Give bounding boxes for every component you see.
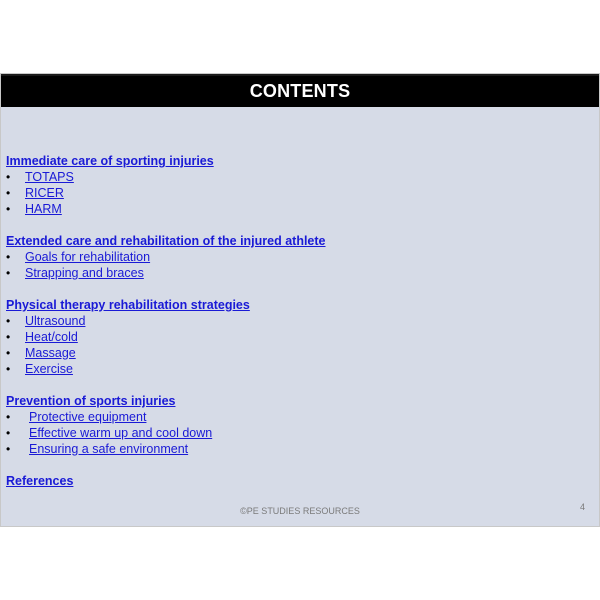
slide-title: CONTENTS xyxy=(249,81,351,101)
link-protective-equipment[interactable]: Protective equipment xyxy=(29,410,147,424)
list-item xyxy=(6,441,326,457)
section-heading-physical-therapy[interactable]: Physical therapy rehabilitation strategies xyxy=(6,298,250,312)
link-strapping-and-braces[interactable]: Strapping and braces xyxy=(25,266,144,280)
link-harm[interactable]: HARM xyxy=(25,202,62,216)
link-warm-up-cool-down[interactable]: Effective warm up and cool down xyxy=(29,426,213,440)
bullet-icon: • xyxy=(6,346,11,360)
bullet-icon: • xyxy=(6,442,11,456)
section-heading-immediate-care[interactable]: Immediate care of sporting injuries xyxy=(6,154,214,168)
list-item xyxy=(6,425,326,441)
list-item xyxy=(6,361,326,377)
list-item xyxy=(6,169,326,185)
section-items-prevention xyxy=(6,409,326,457)
list-item xyxy=(6,409,326,425)
link-totaps[interactable]: TOTAPS xyxy=(25,170,74,184)
title-bar xyxy=(1,74,599,107)
link-heat-cold[interactable]: Heat/cold xyxy=(25,330,78,344)
table-of-contents xyxy=(6,153,326,489)
link-goals-for-rehabilitation[interactable]: Goals for rehabilitation xyxy=(25,250,151,264)
list-item xyxy=(6,313,326,329)
link-massage[interactable]: Massage xyxy=(25,346,76,360)
bullet-icon: • xyxy=(6,170,11,184)
section-heading-references[interactable]: References xyxy=(6,474,74,488)
link-ricer[interactable]: RICER xyxy=(25,186,64,200)
list-item xyxy=(6,345,326,361)
list-item xyxy=(6,329,326,345)
list-item xyxy=(6,249,326,265)
bullet-icon: • xyxy=(6,202,11,216)
bullet-icon: • xyxy=(6,362,11,376)
bullet-icon: • xyxy=(6,266,11,280)
list-item xyxy=(6,201,326,217)
list-item xyxy=(6,185,326,201)
bullet-icon: • xyxy=(6,250,11,264)
list-item xyxy=(6,265,326,281)
bullet-icon: • xyxy=(6,410,11,424)
bullet-icon: • xyxy=(6,330,11,344)
section-items-physical-therapy xyxy=(6,313,326,377)
link-safe-environment[interactable]: Ensuring a safe environment xyxy=(29,442,189,456)
section-heading-prevention[interactable]: Prevention of sports injuries xyxy=(6,394,176,408)
bullet-icon: • xyxy=(6,314,11,328)
link-exercise[interactable]: Exercise xyxy=(25,362,73,376)
section-heading-extended-care[interactable]: Extended care and rehabilitation of the injured athlete xyxy=(6,234,326,248)
footer-copyright: ©PE STUDIES RESOURCES xyxy=(240,506,360,516)
bullet-icon: • xyxy=(6,426,11,440)
page-number: 4 xyxy=(579,502,585,512)
link-ultrasound[interactable]: Ultrasound xyxy=(25,314,86,328)
bullet-icon: • xyxy=(6,186,11,200)
section-items-immediate-care xyxy=(6,169,326,217)
section-items-extended-care xyxy=(6,249,326,281)
slide xyxy=(1,74,599,526)
